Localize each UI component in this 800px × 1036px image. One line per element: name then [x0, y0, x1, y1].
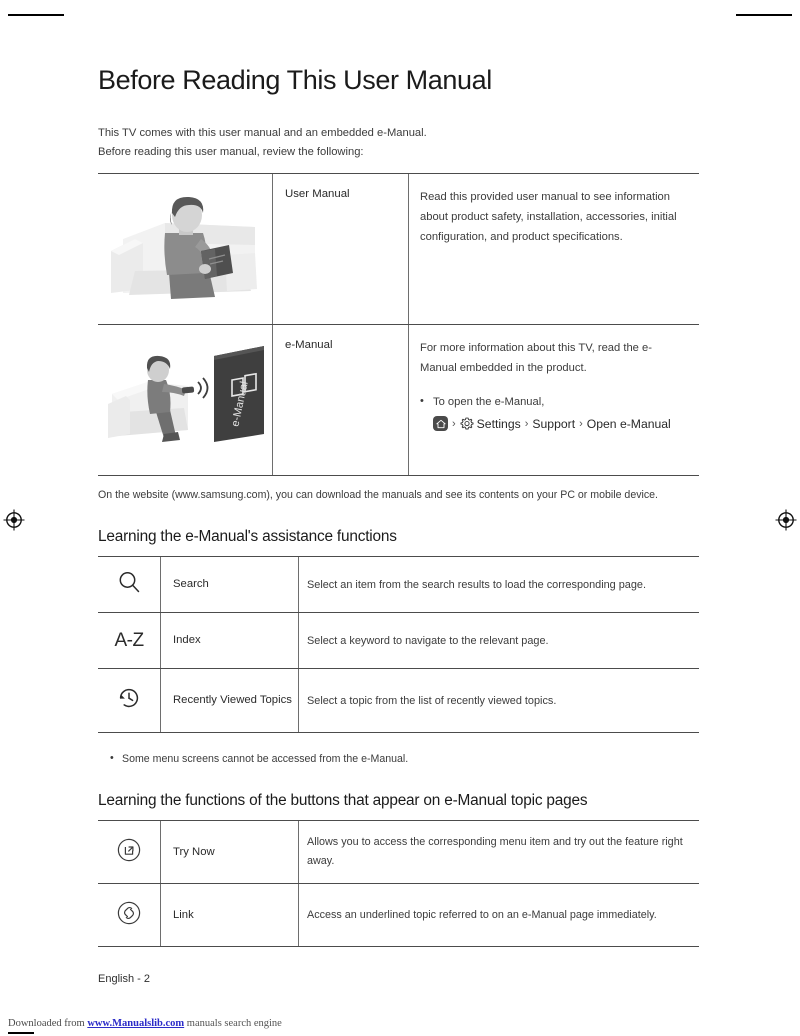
table-row [98, 669, 699, 733]
home-icon[interactable] [433, 416, 448, 431]
table-row [98, 821, 699, 884]
button-description-link: Access an underlined topic referred to on an e-Manual page immediately. [299, 884, 700, 947]
user-manual-description: Read this provided user manual to see information about product safety, installation, accessories, initial configuration, and product specifications. [409, 174, 700, 325]
button-label-try-now: Try Now [161, 821, 299, 884]
button-label-link: Link [161, 884, 299, 947]
emanual-open-bullet [420, 393, 685, 435]
try-now-icon-cell [98, 821, 161, 884]
search-icon-cell [98, 557, 161, 613]
emanual-illustration-cell [98, 325, 273, 476]
assistance-description-recently-viewed: Select a topic from the list of recently viewed topics. [299, 669, 700, 733]
registration-mark-left [3, 509, 25, 531]
button-description-try-now: Allows you to access the corresponding menu item and try out the feature right away. [299, 821, 700, 884]
topic-buttons-table [98, 820, 699, 947]
emanual-label: e-Manual [273, 325, 409, 476]
a-z-icon-cell [98, 613, 161, 669]
assistance-section-heading: Learning the e-Manual's assistance functions [98, 528, 397, 546]
intro-line-2: Before reading this user manual, review the following: [98, 145, 364, 158]
path-separator: › [452, 417, 456, 430]
table-row [98, 613, 699, 669]
path-item-support[interactable]: Support [532, 416, 576, 431]
emanual-open-bullet-text: To open the e-Manual, [433, 395, 545, 408]
emanual-menu-path [433, 414, 685, 435]
recent-clock-icon-cell [98, 669, 161, 733]
registration-mark-right [775, 509, 797, 531]
watermark-prefix: Downloaded from [8, 1018, 85, 1029]
crop-mark-top-right [736, 14, 792, 16]
assistance-label-search: Search [161, 557, 299, 613]
recent-clock-icon [116, 685, 142, 711]
link-icon-cell [98, 884, 161, 947]
page-number-label: English - 2 [98, 973, 150, 985]
emanual-description-cell [409, 325, 700, 476]
assistance-label-recently-viewed: Recently Viewed Topics [161, 669, 299, 733]
path-item-settings[interactable]: Settings [476, 416, 521, 431]
person-reading-manual-on-sofa-illustration [105, 193, 265, 305]
intro-paragraph [98, 124, 699, 161]
table-row [98, 557, 699, 613]
watermark-suffix: manuals search engine [186, 1018, 282, 1029]
assistance-functions-table [98, 556, 699, 733]
link-chain-icon [115, 899, 143, 927]
a-z-icon: A-Z [114, 629, 144, 651]
table-row [98, 325, 699, 476]
crop-mark-top-left [8, 14, 64, 16]
user-manual-illustration-cell [98, 174, 273, 325]
search-icon [116, 569, 142, 595]
assistance-description-search: Select an item from the search results to load the corresponding page. [299, 557, 700, 613]
manualslib-watermark [8, 1018, 282, 1029]
page-title: Before Reading This User Manual [98, 65, 492, 95]
watermark-link[interactable]: www.Manualslib.com [87, 1018, 185, 1029]
page-content [98, 0, 699, 947]
try-now-external-link-icon [115, 836, 143, 864]
table-row [98, 174, 699, 325]
watermark-rule [8, 1032, 34, 1034]
emanual-description: For more information about this TV, read the e-Manual embedded in the product. [420, 342, 652, 374]
website-note: On the website (www.samsung.com), you can download the manuals and see its contents on your PC or mobile device. [98, 489, 658, 502]
buttons-section-heading: Learning the functions of the buttons that appear on e-Manual topic pages [98, 792, 588, 810]
assistance-note: • Some menu screens cannot be accessed from the e-Manual. [98, 751, 699, 768]
path-item-open-emanual[interactable]: Open e-Manual [586, 416, 671, 431]
path-separator: › [524, 417, 529, 430]
gear-icon[interactable] [460, 417, 474, 431]
path-separator: › [579, 417, 583, 430]
home-icon-glyph [436, 419, 446, 429]
assistance-label-index: Index [161, 613, 299, 669]
tv-screen-label: e-Manual [228, 380, 251, 429]
intro-line-1: This TV comes with this user manual and an embedded e-Manual. [98, 127, 427, 140]
manuals-table [98, 173, 699, 476]
table-row [98, 884, 699, 947]
user-manual-label: User Manual [273, 174, 409, 325]
person-with-remote-facing-tv-illustration [104, 342, 267, 458]
assistance-description-index: Select a keyword to navigate to the relevant page. [299, 613, 700, 669]
